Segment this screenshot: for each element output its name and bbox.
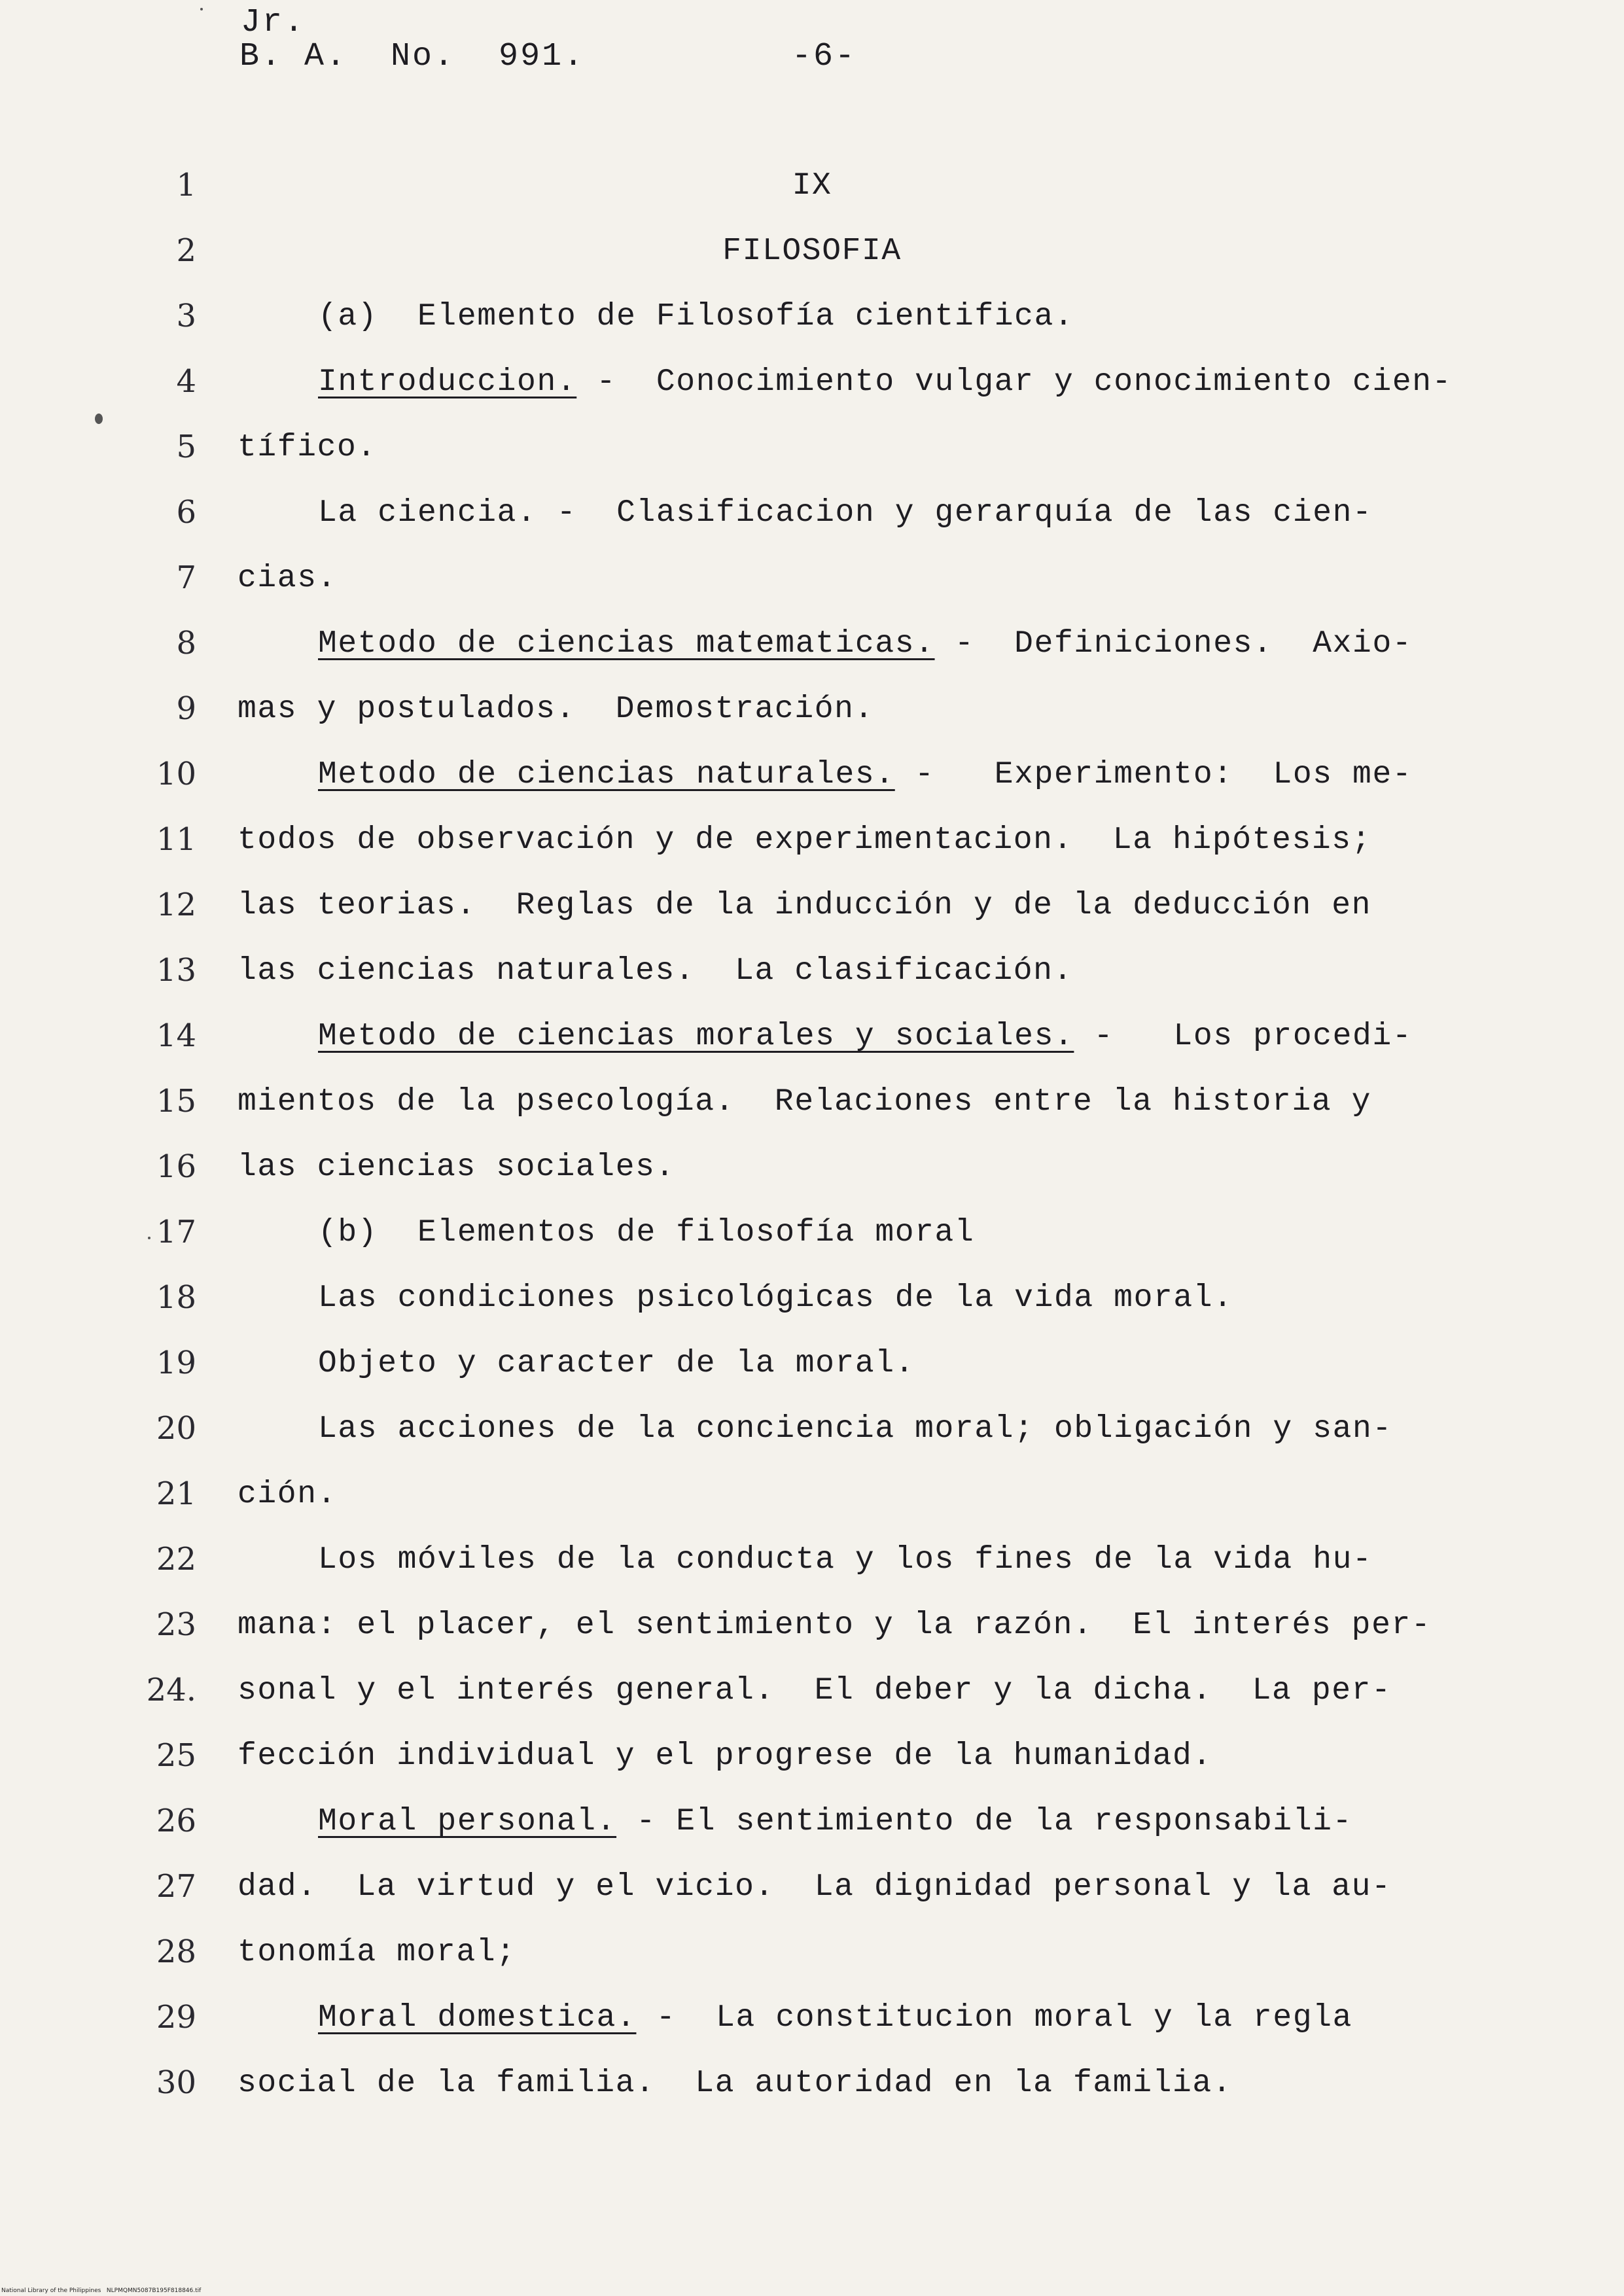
- line-number: 5: [176, 429, 196, 465]
- line-text: Moral personal. - El sentimiento de la responsabili-: [318, 1804, 1353, 1839]
- line-number: 17: [156, 1214, 196, 1250]
- line-text: las ciencias naturales. La clasificación.: [238, 953, 1073, 989]
- topic-heading: Introduccion.: [318, 364, 577, 400]
- text-line-27: [0, 1868, 1624, 1934]
- line-text: cias.: [238, 561, 338, 596]
- line-text: las ciencias sociales.: [238, 1150, 675, 1185]
- line-number: 26: [156, 1803, 196, 1839]
- line-text: todos de observación y de experimentacion. La hipótesis;: [238, 822, 1372, 858]
- text-line-13: [0, 952, 1624, 1017]
- line-number: 19: [156, 1345, 196, 1381]
- line-number: 1: [176, 167, 196, 203]
- line-number: 15: [156, 1083, 196, 1120]
- line-number: 23: [156, 1606, 196, 1643]
- line-number: 10: [156, 756, 196, 792]
- line-text: social de la familia. La autoridad en la familia.: [238, 2066, 1233, 2101]
- text-line-28: [0, 1934, 1624, 1999]
- text-line-9: [0, 690, 1624, 756]
- scan-speck: [148, 1237, 150, 1239]
- line-text: Metodo de ciencias matematicas. - Definiciones. Axio-: [318, 626, 1413, 662]
- line-number: 28: [156, 1934, 196, 1970]
- topic-heading: Moral personal.: [318, 1804, 617, 1839]
- line-text: dad. La virtud y el vicio. La dignidad personal y la au-: [238, 1869, 1392, 1905]
- scan-speck: [95, 414, 103, 424]
- text-line-4: [0, 363, 1624, 429]
- text-line-25: [0, 1737, 1624, 1803]
- text-line-19: [0, 1345, 1624, 1410]
- line-number: 14: [156, 1017, 196, 1054]
- line-text: Objeto y caracter de la moral.: [318, 1346, 915, 1381]
- scan-credit: National Library of the Philippines NLPMQMN5087B195F818846.tif: [1, 2287, 202, 2294]
- line-number: 3: [176, 298, 196, 334]
- text-line-23: [0, 1606, 1624, 1672]
- text-line-16: [0, 1148, 1624, 1214]
- text-line-22: [0, 1541, 1624, 1606]
- text-line-7: [0, 559, 1624, 625]
- line-number: 16: [156, 1148, 196, 1185]
- text-line-29: [0, 1999, 1624, 2064]
- line-number: 30: [156, 2064, 196, 2101]
- bill-number: B. A. No. 991.: [239, 38, 586, 75]
- text-line-1: [0, 167, 1624, 232]
- line-number: 25: [156, 1737, 196, 1774]
- line-number: 7: [176, 559, 196, 596]
- text-line-2: [0, 232, 1624, 298]
- line-text: sonal y el interés general. El deber y la dicha. La per-: [238, 1673, 1392, 1708]
- line-text: tífico.: [238, 430, 377, 465]
- text-line-18: [0, 1279, 1624, 1345]
- line-number: 24.: [146, 1672, 196, 1708]
- line-number: 11: [156, 821, 196, 858]
- line-number: 27: [156, 1868, 196, 1905]
- line-number: 6: [176, 494, 196, 531]
- scan-speck: [200, 8, 203, 10]
- line-text: tonomía moral;: [238, 1935, 516, 1970]
- text-line-8: [0, 625, 1624, 690]
- line-number: 12: [156, 887, 196, 923]
- page-number: -6-: [792, 38, 857, 75]
- line-number: 21: [156, 1475, 196, 1512]
- topic-heading: Metodo de ciencias morales y sociales.: [318, 1019, 1074, 1054]
- section-roman-numeral: IX: [792, 168, 832, 203]
- line-number: 29: [156, 1999, 196, 2036]
- line-text: La ciencia. - Clasificacion y gerarquía de las cien-: [318, 495, 1373, 531]
- line-text: Los móviles de la conducta y los fines de la vida hu-: [318, 1542, 1373, 1578]
- subsection-heading: (b) Elementos de filosofía moral: [318, 1215, 975, 1250]
- line-text: las teorias. Reglas de la inducción y de la deducción en: [238, 888, 1372, 923]
- text-line-11: [0, 821, 1624, 887]
- subsection-heading: (a) Elemento de Filosofía cientifica.: [318, 299, 1074, 334]
- header-suffix: Jr.: [241, 4, 306, 41]
- line-text: Metodo de ciencias morales y sociales. - Los procedi-: [318, 1019, 1413, 1054]
- line-number: 8: [176, 625, 196, 662]
- text-line-5: [0, 429, 1624, 494]
- line-number: 13: [156, 952, 196, 989]
- topic-heading: Metodo de ciencias naturales.: [318, 757, 895, 792]
- text-line-26: [0, 1803, 1624, 1868]
- line-text: ción.: [238, 1477, 338, 1512]
- line-number: 22: [156, 1541, 196, 1578]
- text-line-17: [0, 1214, 1624, 1279]
- text-line-15: [0, 1083, 1624, 1148]
- topic-heading: Moral domestica.: [318, 2000, 637, 2036]
- text-line-24: [0, 1672, 1624, 1737]
- text-line-20: [0, 1410, 1624, 1475]
- line-text: mana: el placer, el sentimiento y la razón. El interés per-: [238, 1608, 1432, 1643]
- line-number: 2: [176, 232, 196, 269]
- topic-heading: Metodo de ciencias matematicas.: [318, 626, 935, 662]
- line-text: Introduccion. - Conocimiento vulgar y conocimiento cien-: [318, 364, 1453, 400]
- line-text: Las condiciones psicológicas de la vida moral.: [318, 1280, 1233, 1316]
- line-number: 4: [176, 363, 196, 400]
- text-line-6: [0, 494, 1624, 559]
- line-number: 20: [156, 1410, 196, 1447]
- text-line-10: [0, 756, 1624, 821]
- line-text: Moral domestica. - La constitucion moral y la regla: [318, 2000, 1353, 2036]
- line-text: Metodo de ciencias naturales. - Experimento: Los me-: [318, 757, 1413, 792]
- line-number: 9: [176, 690, 196, 727]
- line-text: fección individual y el progrese de la humanidad.: [238, 1739, 1212, 1774]
- line-text: mas y postulados. Demostración.: [238, 692, 874, 727]
- line-number: 18: [156, 1279, 196, 1316]
- text-line-21: [0, 1475, 1624, 1541]
- text-line-30: [0, 2064, 1624, 2130]
- section-title: FILOSOFIA: [722, 234, 902, 269]
- text-line-3: [0, 298, 1624, 363]
- line-text: mientos de la psecología. Relaciones entre la historia y: [238, 1084, 1372, 1120]
- text-line-14: [0, 1017, 1624, 1083]
- line-text: Las acciones de la conciencia moral; obligación y san-: [318, 1411, 1392, 1447]
- text-line-12: [0, 887, 1624, 952]
